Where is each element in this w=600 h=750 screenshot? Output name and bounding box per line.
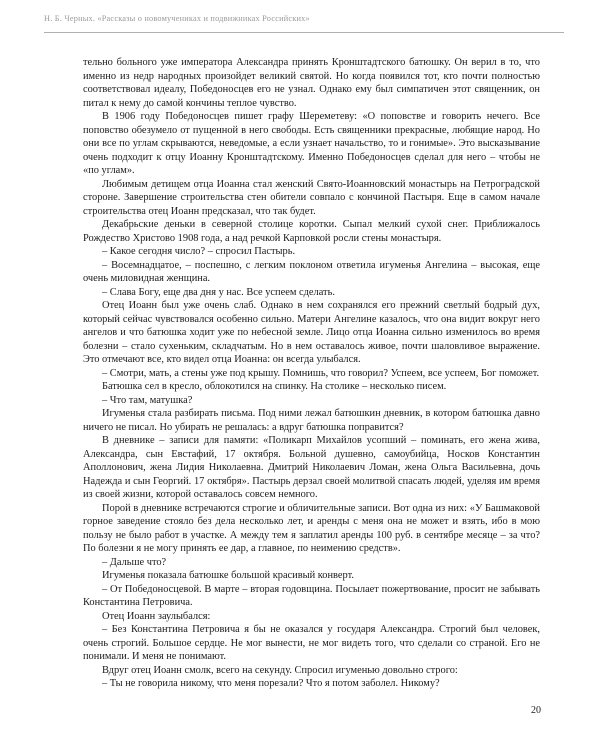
paragraph: – Без Константина Петровича я бы не оказался у государя Александра. Строгий был человек, очень строгий. Большое сердце. Не мог вынести, не мог видеть того, что сделали со страной. Его не понимали. И меня не понимают. <box>83 624 540 662</box>
body-text <box>83 56 540 691</box>
paragraph: В 1906 году Победоносцев пишет графу Шереметеву: «О поповстве и говорить нечего. Все поповство обезумело от пущенной в него свободы. Есть священники прекрасные, любящие народ. Но они все по углам скрываются, неведомые, а если узнает начальство, то и гонимые». Это высказывание очень подходит к отцу Иоанну Кронштадтскому. Именно Победоносцев сделал для него – чтобы не «по углам». <box>83 111 540 176</box>
paragraph: – Ты не говорила никому, что меня порезали? Что я потом заболел. Никому? <box>102 678 440 689</box>
paragraph: Декабрьские деньки в северной столице коротки. Сыпал мелкий сухой снег. Приближалось Рождество Христово 1908 года, а над речкой Карповкой росли стены монастыря. <box>83 219 540 244</box>
paragraph: Отец Иоанн был уже очень слаб. Однако в нем сохранялся его прежний светлый бодрый дух, который сейчас чувствовался особенно сильно. Матери Ангелине казалось, что она видит вокруг него ангелов и что батюшка ходит уже по небесной земле. Лицо отца Иоанна сильно изменилось во время болезни – стало сухеньким, складчатым. Но в нем оставалось живое, почти шаловливое выражение. Это отмечают все, кто видел отца Иоанна: он всегда улыбался. <box>83 300 540 365</box>
paragraph: – Что там, матушка? <box>102 394 193 406</box>
paragraph: тельно больного уже императора Александра принять Кронштадтского батюшку. Он верил в то, что именно из недр народных произойдет великий святой. Но когда появился тот, кто почти полностью соответствовал идеалу, Победоносцев его не узнал. Однако ему был симпатичен этот священник, он питал к нему до самой кончины теплое чувство. <box>83 57 540 109</box>
paragraph: Отец Иоанн заулыбался: <box>102 610 211 622</box>
running-head: Н. Б. Черных. «Рассказы о новомучениках и подвижниках Российских» <box>44 14 310 23</box>
paragraph: Игуменья стала разбирать письма. Под ними лежал батюшкин дневник, в котором батюшка давно ничего не писал. Но убирать не решалась: а вдруг батюшка поправится? <box>83 408 540 433</box>
paragraph: Порой в дневнике встречаются строгие и обличительные записи. Вот одна из них: «У Башмаковой горное заведение стояло без дела несколько лет, и аренды с меня она не может и взять, ибо в мою пользу не было работ в участке. А между тем я заплатил аренды 100 руб. в сентябре месяце – за что? По болезни я не могу принять ее дар, а главное, по неимению средств». <box>83 502 540 554</box>
paragraph: – От Победоносцевой. В марте – вторая годовщина. Посылает пожертвование, просит не забывать Константина Петровича. <box>83 583 540 608</box>
page-number: 20 <box>531 705 541 716</box>
paragraph: – Дальше что? <box>102 556 167 568</box>
paragraph: – Смотри, мать, а стены уже под крышу. Помнишь, что говорил? Успеем, все успеем, Бог поможет. <box>102 367 540 379</box>
header-rule <box>44 32 564 33</box>
paragraph: – Какое сегодня число? – спросил Пастырь. <box>102 246 296 257</box>
paragraph: Батюшка сел в кресло, облокотился на спинку. На столике – несколько писем. <box>102 381 447 392</box>
paragraph: Игуменья показала батюшке большой красивый конверт. <box>102 570 354 581</box>
paragraph: Вдруг отец Иоанн смолк, всего на секунду. Спросил игуменью довольно строго: <box>102 664 458 676</box>
paragraph: – Слава Богу, еще два дня у нас. Все успеем сделать. <box>102 286 335 298</box>
paragraph: В дневнике – записи для памяти: «Поликарп Михайлов усопший – поминать, его жена жива, Александра, сын Евстафий, 17 октября. Больной душевно, самоубийца, Носков Константин Аполлонович, жена Лидия Николаевна. Дмитрий Николаевич Ломан, жена Ольга Васильевна, дочь Надежда и сын Георгий. 17 октября». Пастырь дерзал своей молитвой спасать людей, уделяя им время из своей жизни, которой оставалось совсем немного. <box>83 435 540 500</box>
paragraph: Любимым детищем отца Иоанна стал женский Свято-Иоанновский монастырь на Петроградской стороне. Завершение строительства стен обители совпало с кончиной Пастыря. Еще в самом начале строительства отец Иоанн предсказал, что так будет. <box>83 178 540 217</box>
paragraph: – Восемнадцатое, – поспешно, с легким поклоном ответила игуменья Ангелина – высокая, еще очень миловидная женщина. <box>83 259 540 284</box>
